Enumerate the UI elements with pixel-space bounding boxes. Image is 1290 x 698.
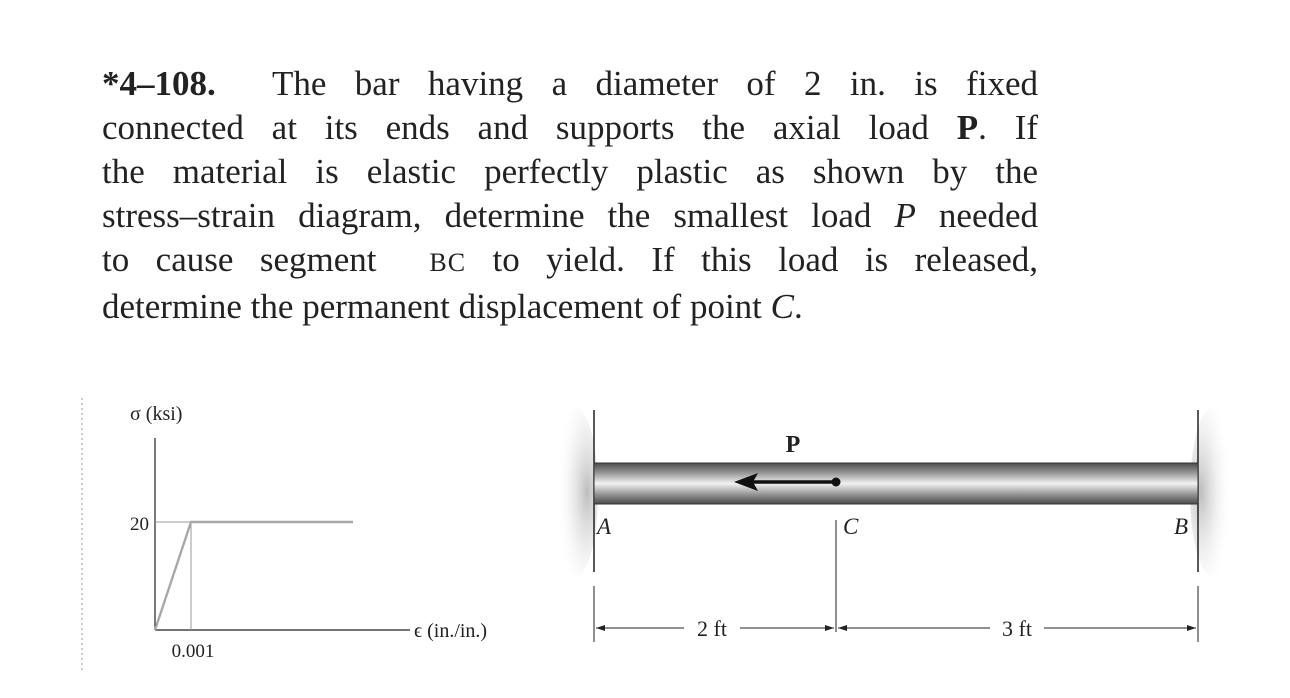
point-symbol: C xyxy=(770,287,795,326)
dim-ac-label: 2 ft xyxy=(697,616,727,641)
problem-line-3: the material is elastic perfectly plastic as shown by the xyxy=(102,152,1038,191)
bar-figure xyxy=(554,408,1234,642)
stress-strain-diagram xyxy=(130,403,487,662)
problem-line-6: determine the permanent displacement of point C. xyxy=(102,287,803,326)
load-symbol: P xyxy=(956,108,979,147)
dim-cb-label: 3 ft xyxy=(1002,616,1032,641)
segment-label: BC xyxy=(429,248,467,277)
load-point xyxy=(832,478,841,487)
bar xyxy=(594,463,1198,504)
load-symbol-italic: P xyxy=(894,196,916,235)
stress-strain-curve xyxy=(155,522,353,630)
point-b-label: B xyxy=(1174,514,1189,539)
point-c-label: C xyxy=(843,514,859,539)
problem-line-2: connected at its ends and supports the axial load P. If xyxy=(102,108,1039,147)
problem-line-1: *4–108. The bar having a diameter of 2 in. is fixed xyxy=(102,64,1038,103)
load-label: P xyxy=(785,432,801,458)
problem-line-5: to cause segment BC to yield. If this load is released, xyxy=(102,240,1039,279)
yield-strain-tick-label: 0.001 xyxy=(171,641,215,662)
yield-stress-tick-label: 20 xyxy=(130,514,149,535)
problem-line-4: stress–strain diagram, determine the smallest load P needed xyxy=(102,196,1039,235)
x-axis-label: ϵ (in./in.) xyxy=(414,620,488,642)
problem-number: *4–108. xyxy=(102,64,216,103)
left-wall-support xyxy=(554,408,598,576)
y-axis-label: σ (ksi) xyxy=(130,403,183,425)
point-a-label: A xyxy=(597,514,612,539)
